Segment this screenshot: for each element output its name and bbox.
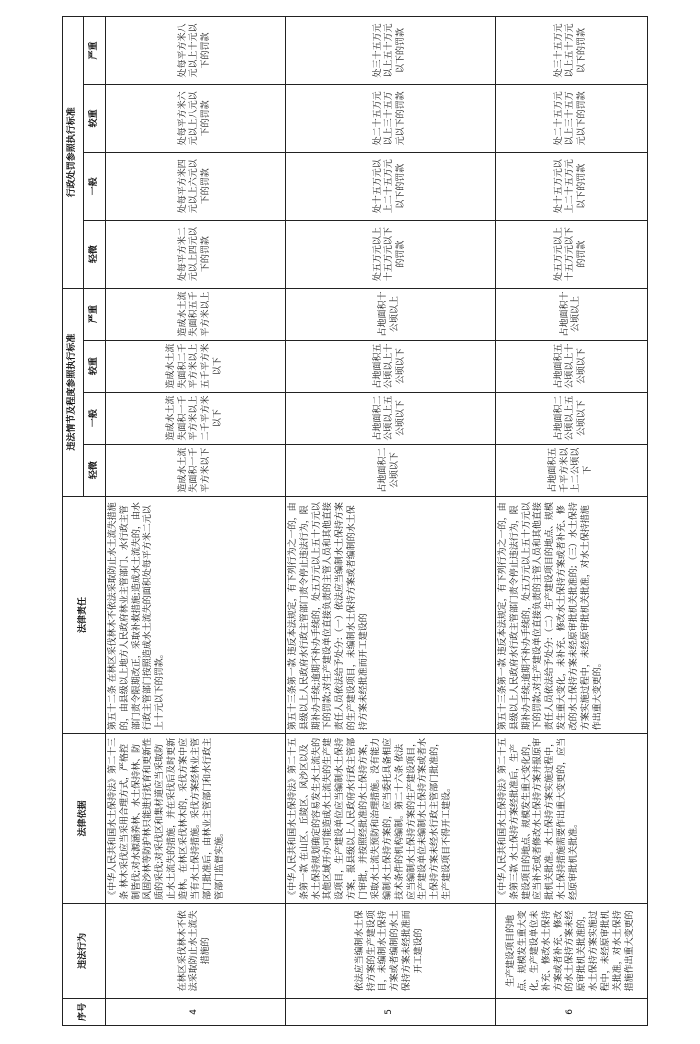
subheader-circ-serious: 较重 xyxy=(84,340,105,392)
header-circumstance-standard: 违法情节及程度参照执行标准 xyxy=(63,288,84,496)
row-legal-basis: 《中华人民共和国水土保持法》第二十五条第一款 在山区、丘陵区、风沙区以及水土保持规划确定的容易发生水土流失的其他区域开办可能造成水土流失的生产建设项目，生产建设单位应当编制水土保持方案，报县级以上人民政府水行政主管部门审批，并按照经批准的水土保持方案，采取水土流失预防和治理措施。没有能力编制水土保持方案的，应当委托具备相应技术条件的机构编制。第二十六条 依法应当编制水土保持方案的生产建设项目，生产建设单位未编制水土保持方案或者水土保持方案未经水行政主管部门批准的，生产建设项目不得开工建设。 xyxy=(285,734,495,904)
row-legal-liability: 第五十三条第一款 违反本法规定，有下列行为之一的，由县级以上人民政府水行政主管部门责令停止违法行为，限期补办手续;逾期不补办手续的，处五万元以上五十万元以下的罚款;对生产建设单位直接负责的主管人员和其他直接责任人员依法给予处分:（二）生产建设项目的地点、规模发生重大变化，未补充、修改水土保持方案或者补充、修改的水土保持方案未经原审批机关批准的;（三）水土保持方案实施过程中，未经原审批机关批准，对水土保持措施作出重大变更的。 xyxy=(495,496,647,734)
row-circ-minor: 占地面积二公顷以下 xyxy=(285,444,495,496)
row-circ-minor: 造成水土流失面积一千平方米以下 xyxy=(105,444,285,496)
row-legal-basis: 《中华人民共和国水土保持法》第二十五条第三款 水土保持方案经批准后，生产建设项目的地点、规模发生重大变化的，应当补充或者修改水土保持方案并报原审批机关批准。水土保持方案实施过程中，水土保持措施需要作出重大变更的，应当经原审批机关批准。 xyxy=(495,734,647,904)
row-circ-severe: 造成水土流失面积五千平方米以上 xyxy=(105,288,285,340)
row-seq: 4 xyxy=(105,998,285,1025)
row-circ-serious: 占地面积五公顷以上十公顷以下 xyxy=(285,340,495,392)
row-circ-serious: 占地面积五公顷以上十公顷以下 xyxy=(495,340,647,392)
row-penalty-serious: 处二十五万元以上三十五万元以下的罚款 xyxy=(495,84,647,152)
subheader-penalty-serious: 较重 xyxy=(84,84,105,152)
header-legal-basis: 法律依据 xyxy=(63,734,106,904)
row-circ-general: 占地面积二公顷以上五公顷以下 xyxy=(495,392,647,444)
rotated-table-container xyxy=(62,16,648,1026)
row-penalty-minor: 处五万元以上十五万元以下的罚款 xyxy=(285,220,495,288)
header-seq: 序号 xyxy=(63,998,106,1025)
subheader-penalty-general: 一般 xyxy=(84,152,105,220)
row-penalty-minor: 处五万元以上十五万元以下的罚款 xyxy=(495,220,647,288)
row-penalty-serious: 处每平方米六元以上八元以下的罚款 xyxy=(105,84,285,152)
row-penalty-severe: 处三十五万元以上五十万元以下的罚款 xyxy=(495,17,647,85)
row-seq: 6 xyxy=(495,998,647,1025)
subheader-penalty-severe: 严重 xyxy=(84,17,105,85)
subheader-circ-minor: 轻微 xyxy=(84,444,105,496)
row-penalty-serious: 处二十五万元以上三十五万元以下的罚款 xyxy=(285,84,495,152)
table-row xyxy=(105,17,285,1026)
row-circ-minor: 占地面积五千平方米以上二公顷以下 xyxy=(495,444,647,496)
row-penalty-general: 处十五万元以上二十五万元以下的罚款 xyxy=(495,152,647,220)
header-legal-liability: 法律责任 xyxy=(63,496,106,734)
penalty-standards-table xyxy=(62,16,648,1026)
row-legal-liability: 第五十三条第一款 违反本法规定，有下列行为之一的，由县级以上人民政府水行政主管部门责令停止违法行为，限期补办手续;逾期不补办手续的，处五万元以上五十万元以下的罚款;对生产建设单位直接负责的主管人员和其他直接责任人员依法给予处分:（一）依法应当编制水土保持方案的生产建设项目，未编制水土保持方案或者编制的水土保持方案未经批准而开工建设的 xyxy=(285,496,495,734)
row-legal-liability: 第五十二条 在林区采伐林木不依法采取防止水土流失措施的，由县级以上地方人民政府林业主管部门、水行政主管部门责令限期改正，采取补救措施;造成水土流失的，由水行政主管部门按照造成水土流失的面积处每平方米二元以上十元以下的罚款。 xyxy=(105,496,285,734)
row-circ-serious: 造成水土流失面积二千平方米以上五千平方米以下 xyxy=(105,340,285,392)
row-penalty-severe: 处三十五万元以上五十万元以下的罚款 xyxy=(285,17,495,85)
row-circ-severe: 占地面积十公顷以上 xyxy=(495,288,647,340)
subheader-circ-severe: 严重 xyxy=(84,288,105,340)
row-seq: 5 xyxy=(285,998,495,1025)
row-penalty-general: 处十五万元以上二十五万元以下的罚款 xyxy=(285,152,495,220)
row-circ-severe: 占地面积十公顷以上 xyxy=(285,288,495,340)
row-circ-general: 造成水土流失面积一千平方米以上二千平方米以下 xyxy=(105,392,285,444)
table-row xyxy=(285,17,495,1026)
row-illegal-act: 依法应当编制水土保持方案的生产建设项目，未编制水土保持方案或者编制的水土保持方案未经批准而开工建设的 xyxy=(285,903,495,998)
table-row xyxy=(495,17,647,1026)
row-illegal-act: 在林区采伐林木不依法采取防止水土流失措施的 xyxy=(105,903,285,998)
row-illegal-act: 生产建设项目的地点、规模发生重大变化，生产建设单位未补充、修改水土保持方案或者补充、修改的水土保持方案未经原审批机关批准的，水土保持方案实施过程中，未经原审批机关批准，对水土保持措施作出重大变更的 xyxy=(495,903,647,998)
subheader-circ-general: 一般 xyxy=(84,392,105,444)
row-penalty-severe: 处每平方米八元以上十元以下的罚款 xyxy=(105,17,285,85)
header-illegal-act: 违法行为 xyxy=(63,903,106,998)
header-penalty-standard: 行政处罚参照执行标准 xyxy=(63,17,84,289)
row-penalty-minor: 处每平方米二元以上四元以下的罚款 xyxy=(105,220,285,288)
row-circ-general: 占地面积二公顷以上五公顷以下 xyxy=(285,392,495,444)
row-legal-basis: 《中华人民共和国水土保持法》第二十三条 林木采伐应当采用合理方式，严格控制皆伐;对水源涵养林、水土保持林、防风固沙林等防护林只能进行抚育和更新性质的采伐;对采伐区和集材道应当采取防止水土流失的措施，并在采伐后及时更新造林。在林区采伐林木的，采伐方案中应当有水土保持措施。采伐方案经林业主管部门批准后，由林业主管部门和水行政主管部门监督实施。 xyxy=(105,734,285,904)
subheader-penalty-minor: 轻微 xyxy=(84,220,105,288)
row-penalty-general: 处每平方米四元以上六元以下的罚款 xyxy=(105,152,285,220)
header-row xyxy=(63,17,84,1026)
